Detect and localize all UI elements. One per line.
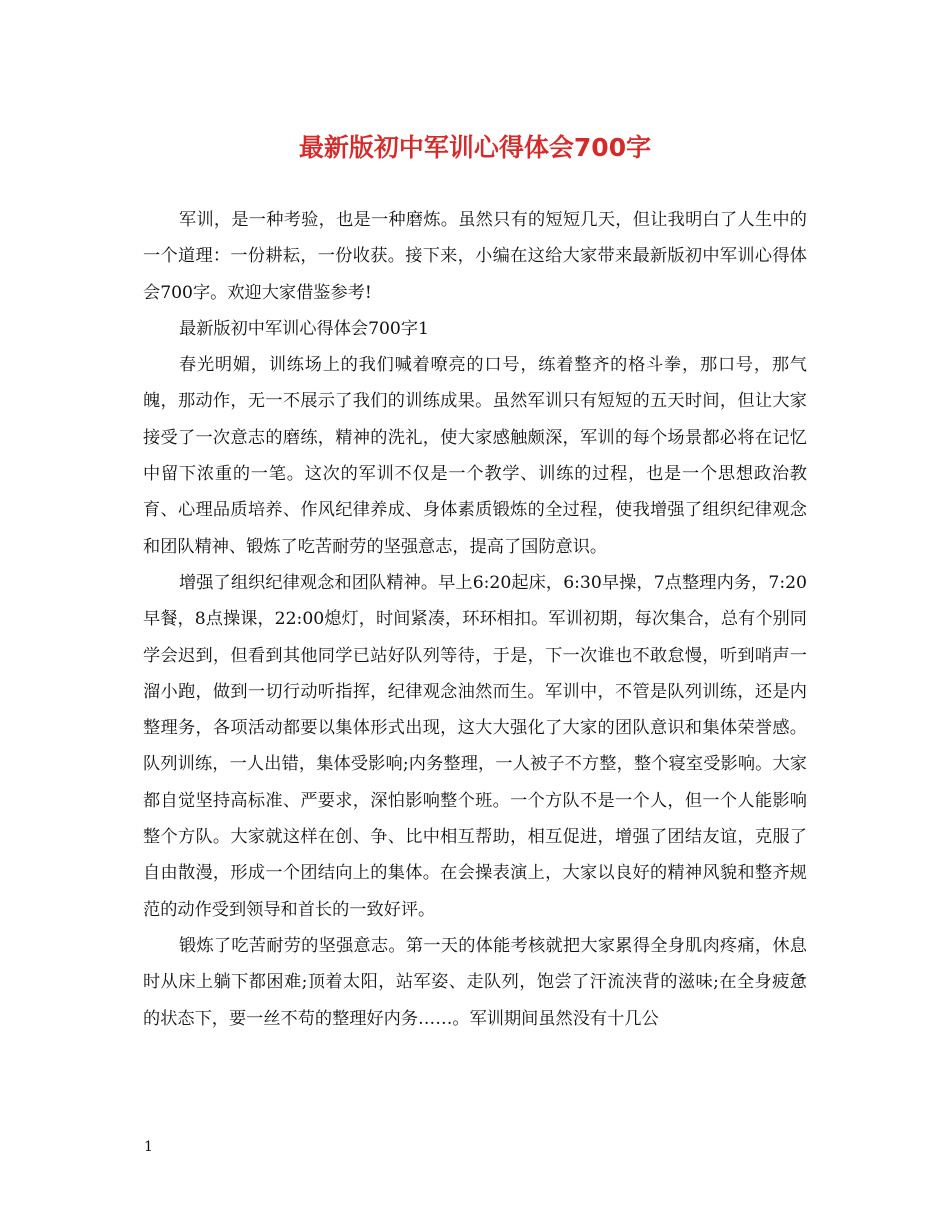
body-paragraph-1: 春光明媚，训练场上的我们喊着嘹亮的口号，练着整齐的格斗拳，那口号，那气魄，那动作，无一不展示了我们的训练成果。虽然军训只有短短的五天时间，但让大家接受了一次意志的磨练，精神的洗礼，使大家感触颇深，军训的每个场景都必将在记忆中留下浓重的一笔。这次的军训不仅是一个教学、训练的过程，也是一个思想政治教育、心理品质培养、作风纪律养成、身体素质锻炼的全过程，使我增强了组织纪律观念和团队精神、锻炼了吃苦耐劳的坚强意志，提高了国防意识。 (143, 355, 807, 557)
page-number: 1 (144, 1139, 153, 1155)
body-paragraph-2: 增强了组织纪律观念和团队精神。早上6:20起床，6:30早操，7点整理内务，7:20早餐，8点操课，22:00熄灯，时间紧凑，环环相扣。军训初期，每次集合，总有个别同学会迟到，但看到其他同学已站好队列等待，于是，下一次谁也不敢怠慢，听到哨声一溜小跑，做到一切行动听指挥，纪律观念油然而生。军训中，不管是队列训练，还是内整理务，各项活动都要以集体形式出现，这大大强化了大家的团队意识和集体荣誉感。队列训练，一人出错，集体受影响;内务整理，一人被子不方整，整个寝室受影响。大家都自觉坚持高标准、严要求，深怕影响整个班。一个方队不是一个人，但一个人能影响整个方队。大家就这样在创、争、比中相互帮助，相互促进，增强了团结友谊，克服了自由散漫，形成一个团结向上的集体。在会操表演上，大家以良好的精神风貌和整齐规范的动作受到领导和首长的一致好评。 (143, 572, 807, 920)
body-paragraph-3: 锻炼了吃苦耐劳的坚强意志。第一天的体能考核就把大家累得全身肌肉疼痛，休息时从床上躺下都困难;顶着太阳，站军姿、走队列，饱尝了汗流浃背的滋味;在全身疲惫的状态下，要一丝不苟的整理好内务……。军训期间虽然没有十几公 (143, 935, 807, 1029)
document-title: 最新版初中军训心得体会700字 (298, 133, 652, 162)
intro-paragraph: 军训，是一种考验，也是一种磨炼。虽然只有的短短几天，但让我明白了人生中的一个道理：一份耕耘，一份收获。接下来，小编在这给大家带来最新版初中军训心得体会700字。欢迎大家借鉴参考! (143, 210, 807, 303)
section-heading: 最新版初中军训心得体会700字1 (179, 318, 429, 339)
document-body (143, 202, 807, 1037)
